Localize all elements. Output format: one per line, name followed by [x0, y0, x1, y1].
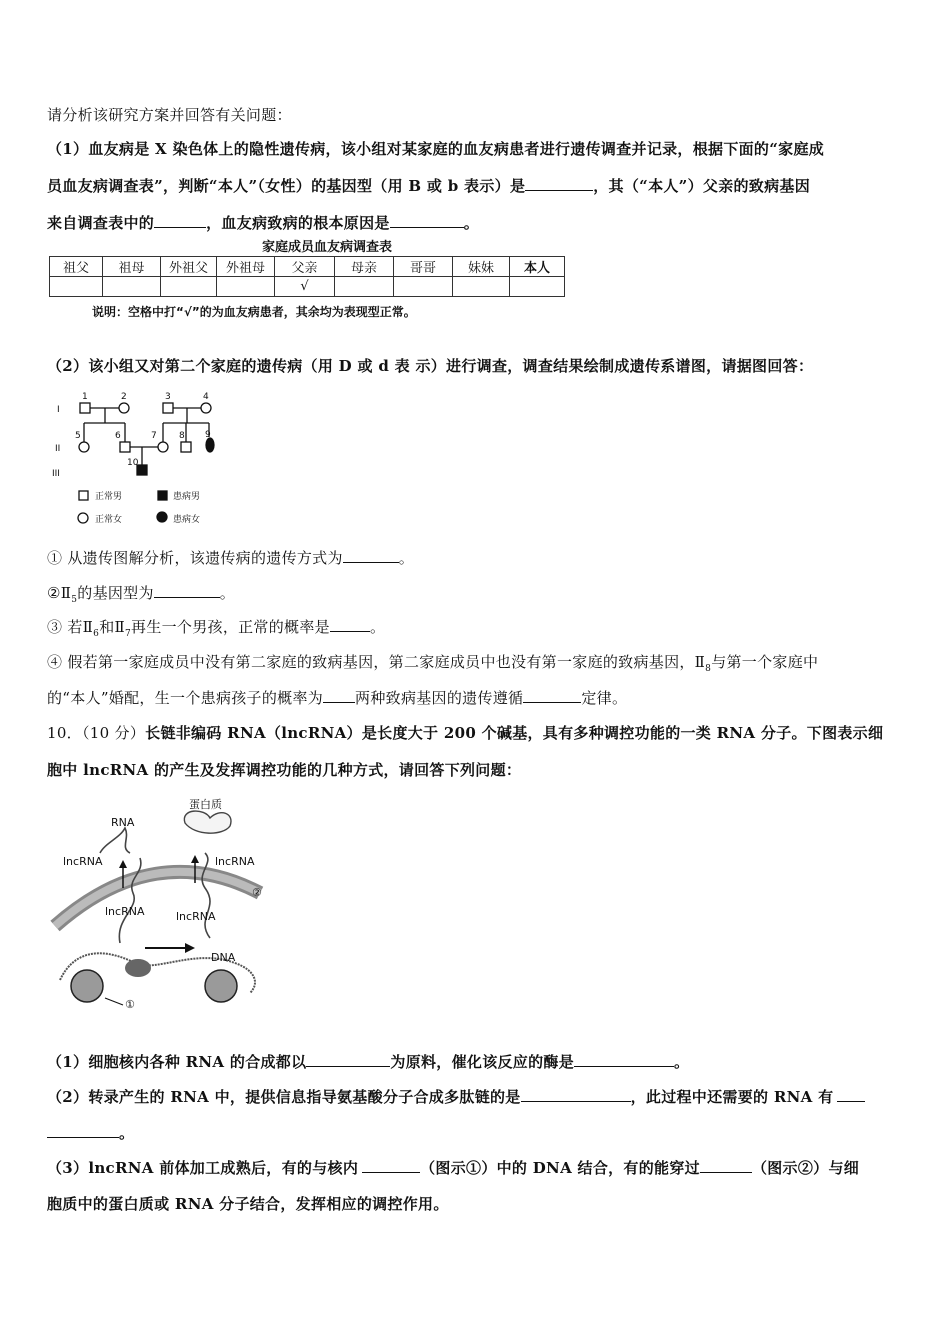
q2-text: 的“本人”婚配，生一个患病孩子的概率为 [47, 689, 324, 707]
q2-text: 两种致病基因的遗传遵循 [355, 689, 524, 707]
q2-text: ① 从遗传图解分析，该遗传病的遗传方式为 [47, 549, 343, 567]
survey-header-cell: 妹妹 [453, 257, 510, 277]
rna-squiggle [100, 828, 130, 853]
legend-label: 患病男 [173, 492, 201, 502]
label-marker-2: ② [252, 886, 262, 899]
legend-label: 正常男 [95, 492, 123, 502]
individual-7-normal-female [158, 442, 168, 452]
survey-header-row [50, 257, 565, 277]
answer-blank [330, 617, 370, 632]
q2-text: ③ 若Ⅱ [47, 618, 94, 636]
q2-text: 再生一个男孩，正常的概率是 [131, 618, 330, 636]
answer-blank [525, 176, 593, 191]
q2-sub4 [47, 651, 818, 674]
legend-normal-female-icon [78, 513, 88, 523]
individual-number: 6 [115, 431, 121, 441]
q1-text: 。 [463, 214, 480, 232]
q10-text: 。 [674, 1053, 690, 1071]
label-rna: RNA [111, 816, 135, 829]
answer-blank [323, 688, 355, 703]
q10-text: （1）细胞核内各种 RNA 的合成都以 [47, 1053, 307, 1071]
survey-table [49, 256, 565, 297]
q2-text: 的基因型为 [77, 584, 154, 602]
lncrna-strand [202, 853, 210, 938]
individual-number: 3 [165, 392, 171, 402]
individual-8-normal-male [181, 442, 191, 452]
answer-blank [521, 1087, 631, 1102]
arrow-up-icon [191, 855, 199, 863]
label-lncrna: lncRNA [105, 905, 145, 918]
nucleosome [71, 970, 103, 1002]
q1-line2 [47, 175, 810, 196]
subscript: 7 [125, 629, 132, 639]
q2-sub3 [47, 616, 385, 639]
individual-number: 5 [75, 431, 81, 441]
legend-label: 正常女 [95, 515, 123, 525]
q2-text: 与第一个家庭中 [711, 653, 819, 671]
survey-header-cell: 哥哥 [394, 257, 453, 277]
q1-line1: （1）血友病是 X 染色体上的隐性遗传病，该小组对某家庭的血友病患者进行遗传调查并记录，根据下面的“家庭成 [47, 140, 825, 158]
q10-text: （3）lncRNA 前体加工成熟后，有的与核内 [47, 1159, 359, 1177]
survey-mark-cell [50, 277, 103, 297]
q10-text: ，此过程中还需要的 RNA 有 [630, 1088, 834, 1106]
legend-label: 患病女 [173, 515, 201, 525]
survey-mark-cell [394, 277, 453, 297]
protein-blob [184, 811, 231, 833]
q10-text: 长链非编码 RNA（lncRNA）是长度大于 200 个碱基，具有多种调控功能的一类 RNA 分子。下图表示细 [145, 724, 884, 742]
survey-mark-cell [217, 277, 275, 297]
pedigree-chart [45, 385, 245, 530]
answer-blank [700, 1158, 752, 1173]
q2-sub4-cont [47, 687, 627, 708]
individual-2-normal-female [119, 403, 129, 413]
q10-text: 为原料，催化该反应的酶是 [390, 1053, 575, 1071]
individual-number: 2 [121, 392, 127, 402]
q10-sub2 [47, 1086, 865, 1107]
q1-text: ，血友病致病的根本原因是 [206, 214, 390, 232]
label-lncrna: lncRNA [63, 855, 103, 868]
label-lncrna: lncRNA [176, 910, 216, 923]
subscript: 8 [705, 664, 712, 674]
individual-number: 4 [203, 392, 209, 402]
nucleosome [205, 970, 237, 1002]
q10-text: （图示①）中的 DNA 结合，有的能穿过 [420, 1159, 700, 1177]
q2-intro: （2）该小组又对第二个家庭的遗传病（用 D 或 d 表 示）进行调查，调查结果绘制成遗传系谱图，请据图回答： [47, 357, 814, 375]
answer-blank [523, 688, 581, 703]
individual-number: 1 [82, 392, 88, 402]
q2-text: 定律。 [581, 689, 628, 707]
individual-6-normal-male [120, 442, 130, 452]
answer-blank [154, 213, 206, 228]
survey-mark-cell [161, 277, 217, 297]
q1-text: 员血友病调查表”，判断“本人”（女性）的基因型（用 B 或 b 表示）是 [47, 177, 526, 195]
q2-text: 。 [398, 549, 415, 567]
label-protein: 蛋白质 [189, 798, 222, 811]
q10-line2: 胞中 lncRNA 的产生及发挥调控功能的几种方式，请回答下列问题： [47, 761, 522, 779]
q10-text: （2）转录产生的 RNA 中，提供信息指导氨基酸分子合成多肽链的是 [47, 1088, 521, 1106]
generation-label: II [55, 444, 61, 454]
answer-blank [154, 583, 220, 598]
q1-line3 [47, 212, 479, 233]
survey-mark-cell [453, 277, 510, 297]
q10-sub2-cont [47, 1122, 134, 1143]
individual-4-normal-female [201, 403, 211, 413]
q1-text: ，其（“本人”）父亲的致病基因 [593, 177, 811, 195]
q2-sub2 [47, 582, 235, 605]
q10-sub3 [47, 1157, 859, 1178]
answer-blank [574, 1052, 674, 1067]
q10-line1 [47, 722, 883, 743]
polymerase [125, 959, 151, 977]
individual-number: 9 [205, 430, 211, 440]
answer-blank [306, 1052, 390, 1067]
survey-header-cell: 父亲 [275, 257, 335, 277]
individual-10-affected-male [137, 465, 147, 475]
arrow-up-icon [119, 860, 127, 868]
lncrna-figure [45, 798, 275, 1020]
q10-text: 。 [119, 1124, 135, 1142]
legend-affected-female-icon [157, 512, 167, 522]
survey-table-title: 家庭成员血友病调查表 [262, 240, 393, 255]
survey-note: 说明：空格中打“√”的为血友病患者，其余均为表现型正常。 [92, 305, 416, 319]
question-score: （10 分） [82, 724, 146, 742]
survey-header-cell: 母亲 [335, 257, 394, 277]
survey-header-cell: 祖父 [50, 257, 103, 277]
q2-text: 和Ⅱ [99, 618, 125, 636]
q2-text: 。 [369, 618, 386, 636]
arrow-right-icon [185, 943, 195, 953]
survey-mark-row [50, 277, 565, 297]
answer-blank [837, 1087, 865, 1102]
survey-mark-cell [335, 277, 394, 297]
q10-text: （图示②）与细 [751, 1159, 860, 1177]
survey-header-cell: 本人 [510, 257, 565, 277]
generation-label: III [52, 469, 60, 479]
answer-blank [343, 548, 399, 563]
q2-text: 。 [219, 584, 236, 602]
question-number: 10． [47, 724, 82, 742]
label-marker-1: ① [125, 998, 135, 1011]
survey-header-cell: 祖母 [103, 257, 161, 277]
survey-mark-cell [103, 277, 161, 297]
individual-number: 8 [179, 431, 185, 441]
legend-normal-male-icon [79, 491, 88, 500]
generation-label: I [57, 405, 60, 415]
survey-header-cell: 外祖母 [217, 257, 275, 277]
survey-mark-cell [510, 277, 565, 297]
individual-3-normal-male [163, 403, 173, 413]
subscript: 6 [93, 629, 100, 639]
individual-5-normal-female [79, 442, 89, 452]
subscript: 5 [71, 595, 78, 605]
individual-number: 7 [151, 431, 157, 441]
individual-number: 10 [127, 458, 139, 468]
survey-header-cell: 外祖父 [161, 257, 217, 277]
q2-text: ④ 假若第一家庭成员中没有第二家庭的致病基因，第二家庭成员中也没有第一家庭的致病基因，Ⅱ [47, 653, 706, 671]
q10-sub1 [47, 1051, 689, 1072]
answer-blank [47, 1123, 119, 1138]
label-dna: DNA [211, 951, 236, 964]
q2-sub1 [47, 547, 414, 568]
q2-text: ②Ⅱ [47, 584, 72, 602]
q10-sub3-cont: 胞质中的蛋白质或 RNA 分子结合，发挥相应的调控作用。 [47, 1195, 449, 1213]
legend-affected-male-icon [158, 491, 167, 500]
individual-9-affected-female [206, 438, 214, 452]
label-lncrna: lncRNA [215, 855, 255, 868]
survey-mark-cell: √ [275, 277, 335, 297]
intro-line: 请分析该研究方案并回答有关问题： [47, 106, 292, 124]
individual-1-normal-male [80, 403, 90, 413]
answer-blank [362, 1158, 420, 1173]
answer-blank [390, 213, 464, 228]
q1-text: 来自调查表中的 [47, 214, 155, 232]
